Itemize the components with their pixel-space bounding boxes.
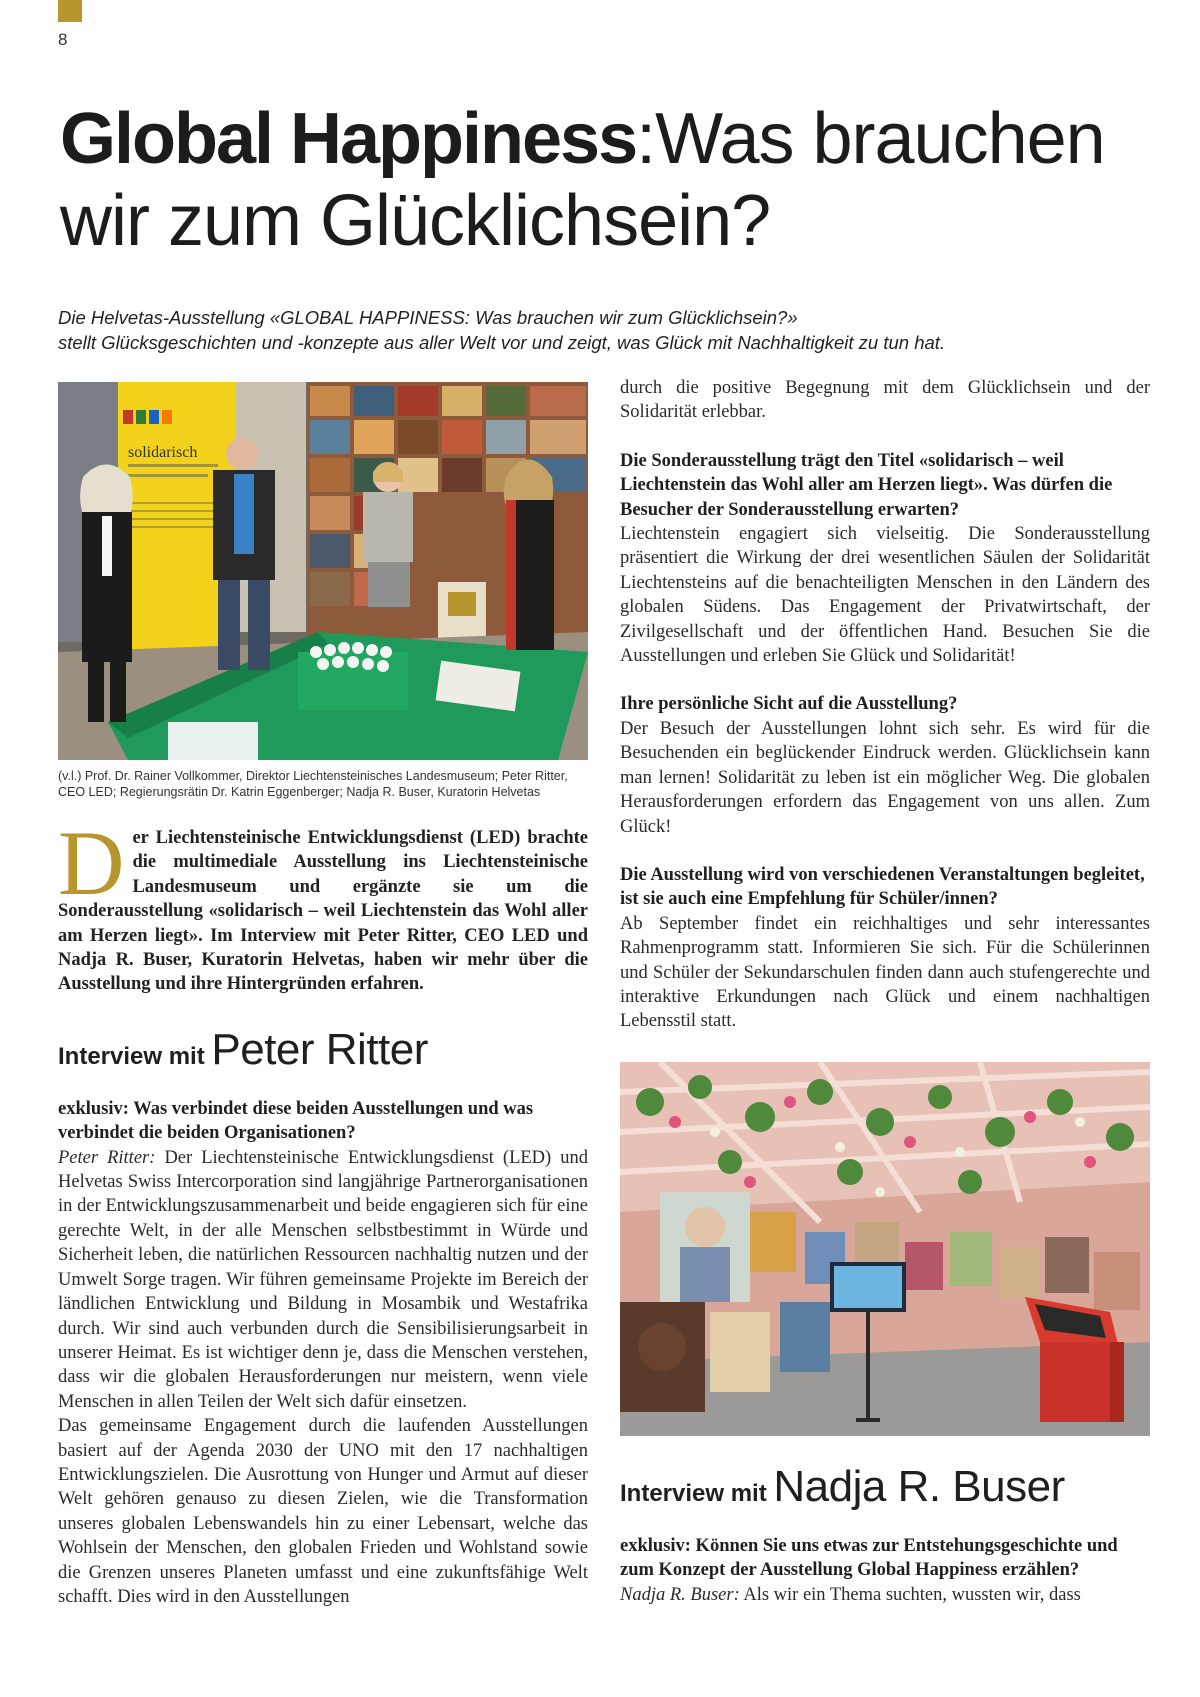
exhibition-room-photo-art <box>620 1062 1150 1436</box>
left-column <box>58 382 588 1609</box>
answer-1-end: durch die positive Begegnung mit dem Glücklichsein und der Solidarität erlebbar. <box>620 378 1150 423</box>
interview-heading-buser <box>620 1462 1150 1512</box>
interview-prefix: Interview mit <box>58 1042 205 1070</box>
answer-1-continued: Das gemeinsame Engagement durch die laufenden Ausstellungen basiert auf der Agenda 2030 der UNO mit den 17 nachhaltigen Entwicklungszielen. Die Ausrottung von Hunger und Armut auf dieser Welt gehören genauso zu diesen Zielen, wie die Transformation unseres globalen Lebenswandels hin zu einer Lebensart, welche das Wohlsein der Menschen, den globalen Frieden und Wohlstand sowie die Grenzen unseres Planeten umfasst und eine zukunftsfähige Welt schafft. Dies wird in den Ausstellungen <box>58 1416 588 1607</box>
exhibition-group-photo-art <box>58 382 588 760</box>
answer-buser-1 <box>620 1583 1150 1607</box>
interviewee-name: Peter Ritter <box>211 1024 428 1074</box>
answer-3: Der Besuch der Ausstellungen lohnt sich sehr. Es wird für die Besuchenden ein beglückender Eindruck werden. Glücklichsein kann man lernen! Solidarität zu leben ist ein möglicher Weg. Die globalen Herausforderungen erfordern das Engagement von uns allen. Zum Glück! <box>620 718 1150 837</box>
photo-caption: (v.l.) Prof. Dr. Rainer Vollkommer, Direktor Liechtensteinisches Landesmuseum; Peter Ritter, CEO LED; Regierungsrätin Dr. Katrin Eggenberger; Nadja R. Buser, Kuratorin Helvetas <box>58 769 568 799</box>
answer-2: Liechtenstein engagiert sich vielseitig. Die Sonderausstellung präsentiert die Wirkung der drei wesentlichen Säulen der Solidarität Liechtensteins auf die benachteiligten Menschen in den Ländern des globalen Südens. Das Engagement der Privatwirtschaft, der Zivilgesellschaft und der öffentlichen Hand. Besuchen Sie die Ausstellungen und erleben Sie Glück und Solidarität! <box>620 524 1150 667</box>
question-4: Die Ausstellung wird von verschiedenen Veranstaltungen begleitet, ist sie auch eine Empfehlung für Schüler/innen? <box>620 864 1145 910</box>
wall-text-solidarisch: solidarisch <box>128 444 198 461</box>
exhibition-group-photo <box>58 382 588 760</box>
lead-paragraph <box>58 305 1158 355</box>
intro-paragraph <box>58 812 588 997</box>
answer-buser-1-text: Als wir ein Thema suchten, wussten wir, dass <box>739 1584 1081 1605</box>
interview-heading-ritter <box>58 1025 588 1075</box>
speaker-label-2: Nadja R. Buser: <box>620 1584 740 1605</box>
interviewee-name-2: Nadja R. Buser <box>773 1461 1065 1511</box>
headline-rest-line2: wir zum Glücklichsein? <box>60 181 771 261</box>
dropcap: D <box>58 812 125 914</box>
headline <box>60 98 1160 262</box>
lead-line1: Die Helvetas-Ausstellung «GLOBAL HAPPINESS: Was brauchen wir zum Glücklichsein?» <box>58 307 798 328</box>
headline-bold: Global Happiness <box>60 99 637 179</box>
exhibition-room-photo <box>620 1062 1150 1436</box>
lead-line2: stellt Glücksgeschichten und -konzepte aus aller Welt vor und zeigt, was Glück mit Nachhaltigkeit zu tun hat. <box>58 332 946 353</box>
question-2: Die Sonderausstellung trägt den Titel «solidarisch – weil Liechtenstein das Wohl aller am Herzen liegt». Was dürfen die Besucher der Sonderausstellung erwarten? <box>620 450 1113 520</box>
intro-text: er Liechtensteinische Entwicklungsdienst (LED) brachte die multimediale Ausstellung ins Liechtensteinische Landesmuseum und ergänzte sie um die Sonderausstellung «solidarisch – weil Liechtenstein das Wohl aller am Herzen liegt». Im Interview mit Peter Ritter, CEO LED und Nadja R. Buser, Kuratorin Helvetas, haben wir mehr über die Ausstellung und ihre Hintergründen erfahren. <box>58 828 588 995</box>
question-1: exklusiv: Was verbindet diese beiden Ausstellungen und was verbindet die beiden Organisationen? <box>58 1098 534 1144</box>
answer-1 <box>58 1146 588 1414</box>
page-number: 8 <box>58 30 68 49</box>
right-column <box>620 376 1150 1607</box>
headline-rest-line1: Was brauchen <box>655 99 1105 179</box>
answer-4: Ab September findet ein reichhaltiges und sehr interessantes Rahmenprogramm statt. Informieren Sie sich. Für die Schülerinnen und Schüler der Sekundarschulen finden dann auch stufengerechte und interaktive Erkundungen nach Glück und einem nachhaltigen Lebensstil statt. <box>620 913 1150 1032</box>
speaker-label: Peter Ritter: <box>58 1147 156 1168</box>
headline-colon: : <box>636 99 656 179</box>
question-buser-1: exklusiv: Können Sie uns etwas zur Entstehungsgeschichte und zum Konzept der Ausstellung Global Happiness erzählen? <box>620 1535 1118 1581</box>
interview-prefix-2: Interview mit <box>620 1479 767 1507</box>
answer-1-text: Der Liechtensteinische Entwicklungsdienst (LED) und Helvetas Swiss Intercorporation sind langjährige Partnerorganisationen in der Entwicklungszusammenarbeit und beide engagieren sich für eine gerechte Welt, in der alle Menschen selbstbestimmt in Würde und Sicherheit leben, die natürlichen Ressourcen nachhaltig nutzen und der Umwelt Sorge tragen. Wir führen gemeinsame Projekte im Bereich der ländlichen Entwicklung und Bildung in Mosambik und Westafrika durch. Wir sind auch verbunden durch die Sensibilisierungsarbeit in unserer Heimat. Es ist wichtiger denn je, dass die Menschen verstehen, dass wir die globalen Herausforderungen nur meistern, wenn viele Menschen in allen Teilen der Welt sich dafür einsetzen. <box>58 1147 588 1412</box>
question-3: Ihre persönliche Sicht auf die Ausstellung? <box>620 694 958 715</box>
gold-corner-tab <box>58 0 82 22</box>
